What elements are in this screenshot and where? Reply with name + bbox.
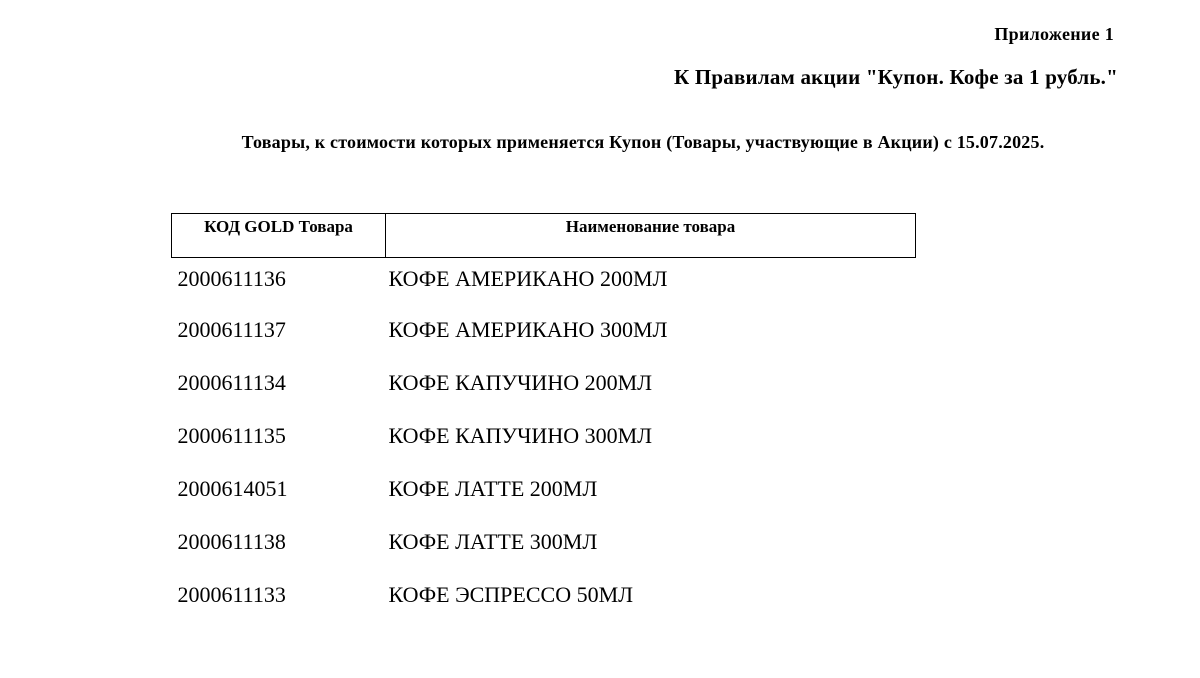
product-name-cell: КОФЕ ЛАТТЕ 200МЛ bbox=[388, 475, 598, 501]
product-name-cell: КОФЕ КАПУЧИНО 300МЛ bbox=[388, 422, 653, 448]
table-row bbox=[172, 470, 916, 523]
product-code-cell: 2000611134 bbox=[177, 369, 286, 395]
table-row bbox=[172, 417, 916, 470]
column-header-code: КОД GOLD Товара bbox=[172, 214, 386, 258]
product-name-cell: КОФЕ КАПУЧИНО 200МЛ bbox=[388, 369, 653, 395]
document-heading: Товары, к стоимости которых применяется Купон (Товары, участвующие в Акции) с 15.07.2025. bbox=[241, 132, 1045, 152]
product-code-cell: 2000611133 bbox=[177, 581, 286, 607]
product-name-cell: КОФЕ ЭСПРЕССО 50МЛ bbox=[388, 581, 634, 607]
product-name-cell: КОФЕ АМЕРИКАНО 300МЛ bbox=[388, 316, 668, 342]
product-code-cell: 2000611138 bbox=[177, 528, 286, 554]
table-row bbox=[172, 258, 916, 311]
product-name-cell: КОФЕ АМЕРИКАНО 200МЛ bbox=[388, 266, 668, 291]
products-table-container bbox=[171, 213, 916, 629]
product-code-cell: 2000611135 bbox=[177, 422, 286, 448]
table-row bbox=[172, 576, 916, 629]
table-row bbox=[172, 311, 916, 364]
product-code-cell: 2000614051 bbox=[177, 475, 288, 501]
products-table bbox=[171, 213, 916, 629]
product-name-cell: КОФЕ ЛАТТЕ 300МЛ bbox=[388, 528, 598, 554]
product-code-cell: 2000611136 bbox=[177, 266, 286, 291]
table-header-row bbox=[172, 214, 916, 258]
product-code-cell: 2000611137 bbox=[177, 316, 286, 342]
rules-title: К Правилам акции "Купон. Кофе за 1 рубль." bbox=[674, 65, 1118, 89]
column-header-name: Наименование товара bbox=[386, 214, 916, 258]
table-row bbox=[172, 364, 916, 417]
table-row bbox=[172, 523, 916, 576]
appendix-label: Приложение 1 bbox=[994, 24, 1114, 44]
